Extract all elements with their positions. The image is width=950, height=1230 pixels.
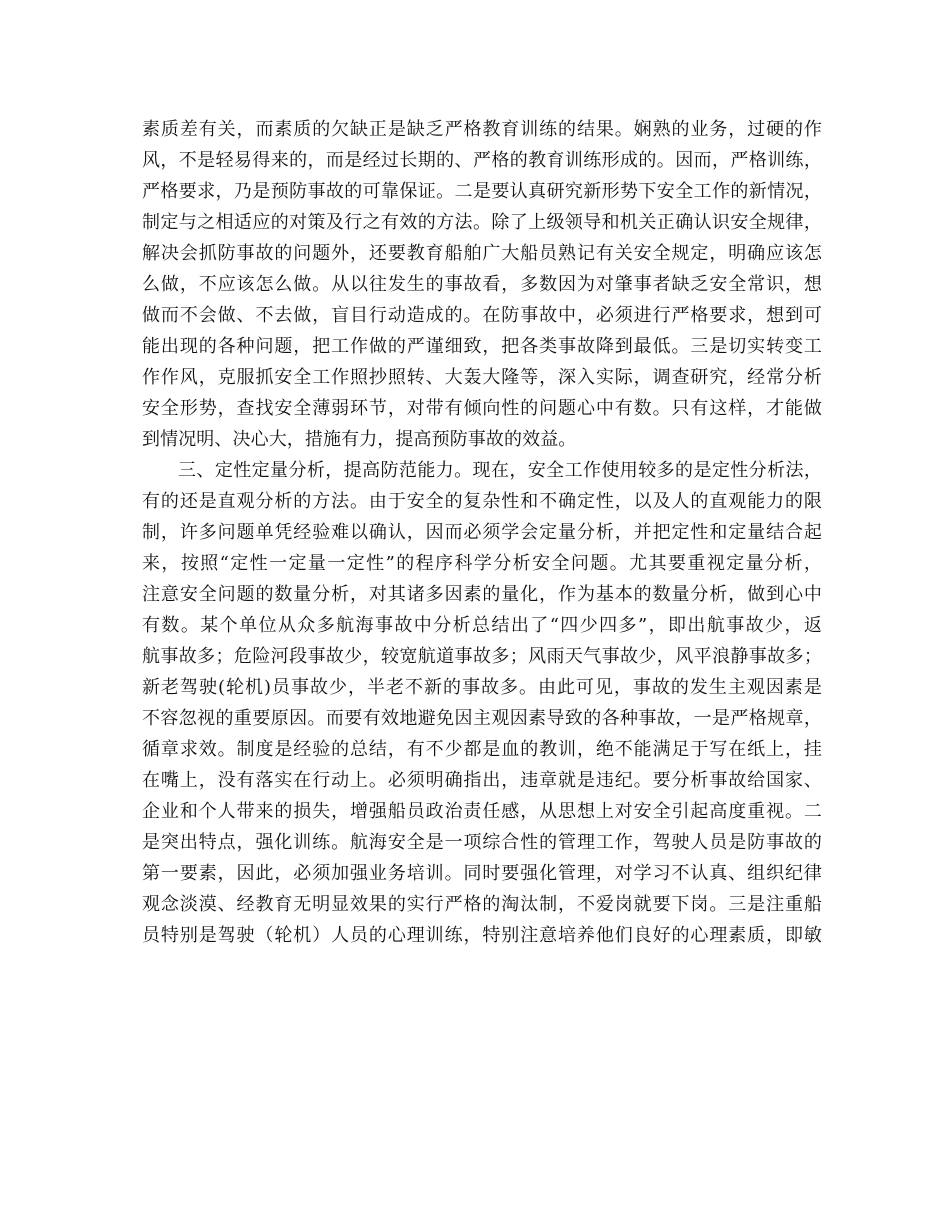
text-line: 到情况明、决心大，措施有力，提高预防事故的效益。	[142, 429, 577, 450]
text-line: 能出现的各种问题，把工作做的严谨细致，把各类事故降到最低。三是切实转变工	[142, 336, 822, 357]
text-line: 制定与之相适应的对策及行之有效的方法。除了上级领导和机关正确认识安全规律，	[142, 212, 822, 233]
text-line: 安全形势，查找安全薄弱环节，对带有倾向性的问题心中有数。只有这样，才能做	[142, 398, 822, 419]
text-line: 第一要素，因此，必须加强业务培训。同时要强化管理，对学习不认真、组织纪律	[142, 863, 822, 884]
text-line: 严格要求，乃是预防事故的可靠保证。二是要认真研究新形势下安全工作的新情况，	[142, 181, 822, 202]
text-line: 解决会抓防事故的问题外，还要教育船舶广大船员熟记有关安全规定，明确应该怎	[142, 243, 822, 264]
text-line: 素质差有关，而素质的欠缺正是缺乏严格教育训练的结果。娴熟的业务，过硬的作	[142, 119, 822, 140]
paragraph-1	[142, 114, 822, 455]
text-line: 做而不会做、不去做，盲目行动造成的。在防事故中，必须进行严格要求，想到可	[142, 305, 822, 326]
text-line: 循章求效。制度是经验的总结，有不少都是血的教训，绝不能满足于写在纸上，挂	[142, 739, 822, 760]
body-text	[142, 114, 822, 951]
text-line: 航事故多；危险河段事故少，较宽航道事故多；风雨天气事故少，风平浪静事故多；	[142, 646, 822, 667]
text-line: 是突出特点，强化训练。航海安全是一项综合性的管理工作，驾驶人员是防事故的	[142, 832, 822, 853]
text-line: 企业和个人带来的损失，增强船员政治责任感，从思想上对安全引起高度重视。二	[142, 801, 822, 822]
text-line: 来，按照“定性一定量一定性”的程序科学分析安全问题。尤其要重视定量分析，	[142, 553, 822, 574]
text-line: 三、定性定量分析，提高防范能力。现在，安全工作使用较多的是定性分析法，	[178, 460, 822, 481]
text-line: 员特别是驾驶（轮机）人员的心理训练，特别注意培养他们良好的心理素质，即敏	[142, 925, 822, 946]
text-line: 么做，不应该怎么做。从以往发生的事故看，多数因为对肇事者缺乏安全常识，想	[142, 274, 822, 295]
text-line: 制，许多问题单凭经验难以确认，因而必须学会定量分析，并把定性和定量结合起	[142, 522, 822, 543]
text-line: 在嘴上，没有落实在行动上。必须明确指出，违章就是违纪。要分析事故给国家、	[142, 770, 822, 791]
text-line: 风，不是轻易得来的，而是经过长期的、严格的教育训练形成的。因而，严格训练，	[142, 150, 822, 171]
paragraph-2	[142, 455, 822, 951]
text-line: 不容忽视的重要原因。而要有效地避免因主观因素导致的各种事故，一是严格规章，	[142, 708, 822, 729]
text-line: 新老驾驶(轮机)员事故少，半老不新的事故多。由此可见，事故的发生主观因素是	[142, 677, 822, 698]
text-line: 有的还是直观分析的方法。由于安全的复杂性和不确定性，以及人的直观能力的限	[142, 491, 822, 512]
text-line: 作作风，克服抓安全工作照抄照转、大轰大隆等，深入实际，调查研究，经常分析	[142, 367, 822, 388]
text-line: 注意安全问题的数量分析，对其诸多因素的量化，作为基本的数量分析，做到心中	[142, 584, 822, 605]
text-line: 有数。某个单位从众多航海事故中分析总结出了“四少四多”，即出航事故少，返	[142, 615, 822, 636]
text-line: 观念淡漠、经教育无明显效果的实行严格的淘汰制，不爱岗就要下岗。三是注重船	[142, 894, 822, 915]
